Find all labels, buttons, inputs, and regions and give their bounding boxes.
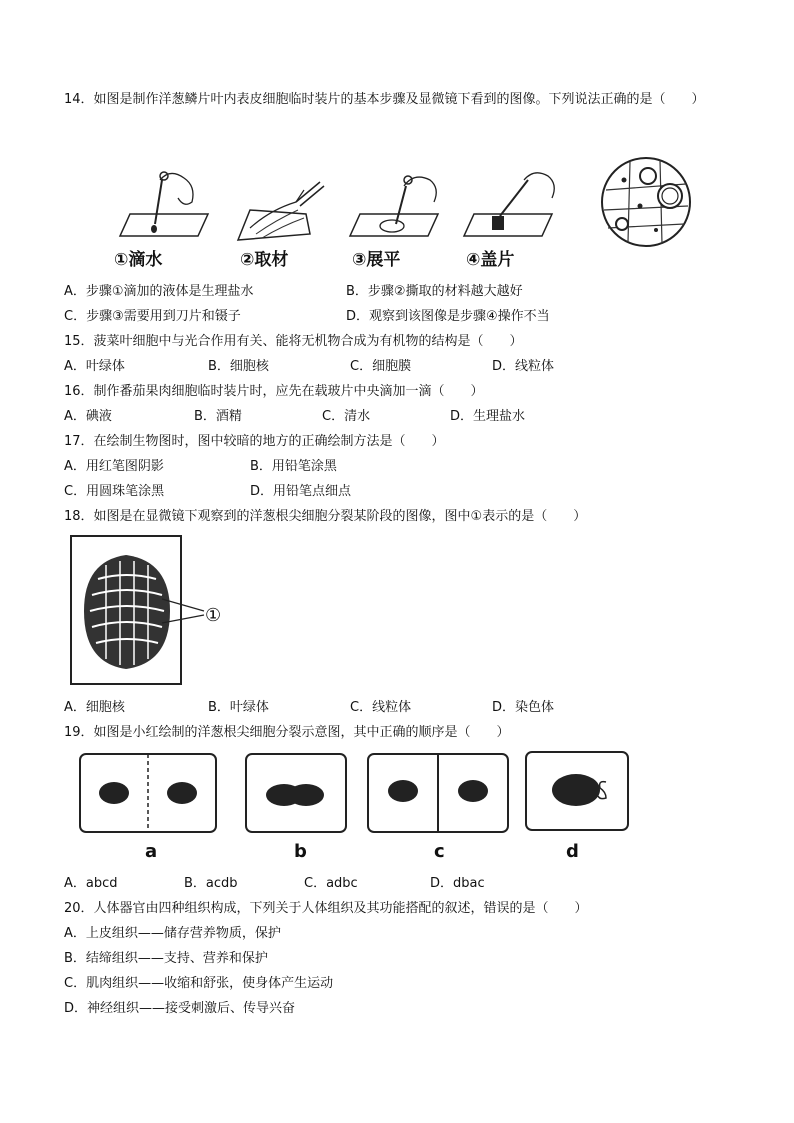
q18-stem: 18．如图是在显微镜下观察到的洋葱根尖细胞分裂某阶段的图像，图中①表示的是（ ） — [64, 509, 587, 524]
q20-option-b[interactable]: B．结缔组织——支持、营养和保护 — [64, 951, 268, 966]
step4-drawing — [464, 173, 554, 236]
q19-option-b[interactable]: B．acdb — [184, 876, 238, 891]
q18-option-c[interactable]: C．线粒体 — [350, 700, 412, 715]
q16-stem: 16．制作番茄果肉细胞临时装片时，应先在载玻片中央滴加一滴（ ） — [64, 384, 484, 399]
q15-option-c[interactable]: C．细胞膜 — [350, 359, 412, 374]
q19-label-b: b — [294, 841, 307, 862]
q16-option-c[interactable]: C．清水 — [322, 409, 371, 424]
step-label-2: ②取材 — [240, 250, 289, 270]
q17-stem: 17．在绘制生物图时，图中较暗的地方的正确绘制方法是（ ） — [64, 434, 445, 449]
q19-option-c[interactable]: C．adbc — [304, 876, 358, 891]
q14-option-b[interactable]: B．步骤②撕取的材料越大越好 — [346, 284, 523, 299]
q20-option-d[interactable]: D．神经组织——接受刺激后、传导兴奋 — [64, 1001, 296, 1016]
q18-marker-label: ① — [205, 605, 222, 626]
q20-option-a[interactable]: A．上皮组织——储存营养物质，保护 — [64, 926, 281, 941]
q15-stem: 15．菠菜叶细胞中与光合作用有关、能将无机物合成为有机物的结构是（ ） — [64, 334, 523, 349]
q16-option-b[interactable]: B．酒精 — [194, 409, 242, 424]
q17-option-a[interactable]: A．用红笔图阴影 — [64, 459, 164, 474]
q18-option-a[interactable]: A．细胞核 — [64, 700, 125, 715]
q20-option-c[interactable]: C．肌肉组织——收缩和舒张，使身体产生运动 — [64, 976, 334, 991]
q20-stem: 20．人体器官由四种组织构成，下列关于人体组织及其功能搭配的叙述，错误的是（ ） — [64, 901, 588, 916]
step1-drawing — [120, 172, 208, 236]
q15-option-b[interactable]: B．细胞核 — [208, 359, 269, 374]
q17-option-d[interactable]: D．用铅笔点细点 — [250, 484, 352, 499]
step-label-4: ④盖片 — [466, 250, 515, 270]
q17-option-b[interactable]: B．用铅笔涂黑 — [250, 459, 337, 474]
q14-option-c[interactable]: C．步骤③需要用到刀片和镊子 — [64, 309, 241, 324]
step-label-1: ①滴水 — [114, 250, 163, 270]
q19-option-d[interactable]: D．dbac — [430, 876, 485, 891]
q14-option-d[interactable]: D．观察到该图像是步骤④操作不当 — [346, 309, 550, 324]
q16-option-d[interactable]: D．生理盐水 — [450, 409, 526, 424]
q15-option-d[interactable]: D．线粒体 — [492, 359, 555, 374]
q18-option-b[interactable]: B．叶绿体 — [208, 700, 269, 715]
q19-label-d: d — [566, 841, 579, 862]
microscope-view — [602, 158, 690, 246]
q19-option-a[interactable]: A．abcd — [64, 876, 118, 891]
q16-option-a[interactable]: A．碘液 — [64, 409, 112, 424]
q19-label-c: c — [434, 841, 445, 862]
step3-drawing — [350, 176, 438, 236]
q18-option-d[interactable]: D．染色体 — [492, 700, 555, 715]
step-label-3: ③展平 — [352, 250, 401, 270]
q14-option-a[interactable]: A．步骤①滴加的液体是生理盐水 — [64, 284, 254, 299]
q14-stem: 14．如图是制作洋葱鳞片叶内表皮细胞临时装片的基本步骤及显微镜下看到的图像。下列说法正确的是（ ） — [64, 92, 705, 107]
q15-option-a[interactable]: A．叶绿体 — [64, 359, 125, 374]
q19-division-figure — [76, 750, 636, 838]
q19-label-a: a — [145, 841, 158, 862]
q19-stem: 19．如图是小红绘制的洋葱根尖细胞分裂示意图，其中正确的顺序是（ ） — [64, 725, 510, 740]
step2-drawing — [238, 182, 324, 240]
q17-option-c[interactable]: C．用圆珠笔涂黑 — [64, 484, 165, 499]
